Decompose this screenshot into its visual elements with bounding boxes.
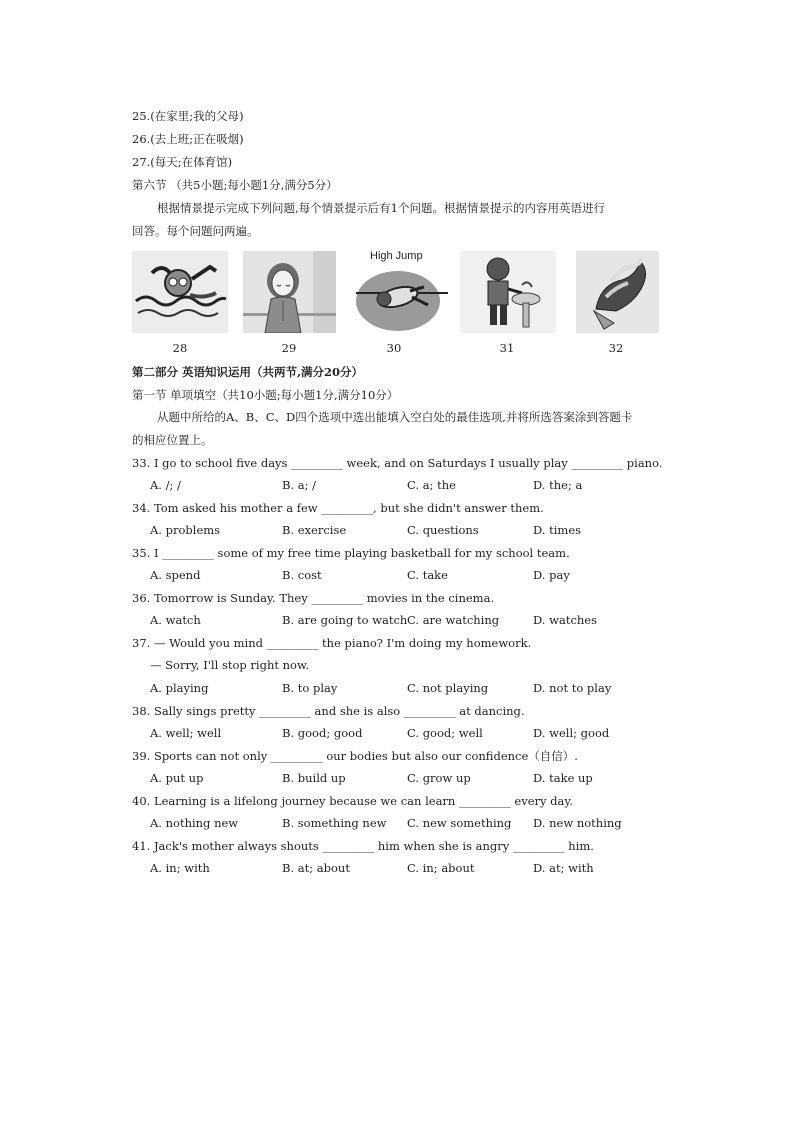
question-stem: 41. Jack's mother always shouts _________ him when she is angry _________ him.: [132, 839, 594, 853]
part2-title: 第二部分 英语知识运用（共两节,满分20分）: [132, 365, 364, 379]
option-a: A. problems: [150, 523, 221, 537]
option-c: C. new something: [407, 816, 512, 830]
option-b: B. cost: [282, 568, 322, 582]
picture-number-32: 32: [608, 341, 624, 355]
option-d: D. watches: [533, 613, 597, 627]
option-c: C. questions: [407, 523, 479, 537]
hint-25: 25.(在家里;我的父母): [132, 109, 244, 123]
option-b: B. a; /: [282, 478, 317, 492]
picture-number-31: 31: [499, 341, 515, 355]
option-a: A. playing: [150, 681, 209, 695]
option-b: B. to play: [282, 681, 338, 695]
question-stem: 40. Learning is a lifelong journey because we can learn _________ every day.: [132, 794, 573, 808]
hint-26: 26.(去上班;正在吸烟): [132, 132, 244, 146]
boy-washing-hands-icon: [460, 251, 556, 333]
question-reply: — Sorry, I'll stop right now.: [150, 658, 310, 672]
question-stem: 38. Sally sings pretty _________ and she is also _________ at dancing.: [132, 704, 525, 718]
picture-number-28: 28: [172, 341, 188, 355]
hint-27: 27.(每天;在体育馆): [132, 155, 233, 169]
option-c: C. a; the: [407, 478, 456, 492]
option-c: C. take: [407, 568, 448, 582]
picture-number-29: 29: [281, 341, 297, 355]
part2-instruction-1: 从题中所给的A、B、C、D四个选项中选出能填入空白处的最佳选项,并将所选答案涂到答题卡: [157, 410, 633, 424]
option-d: D. at; with: [533, 861, 594, 875]
option-d: D. not to play: [533, 681, 612, 695]
option-d: D. well; good: [533, 726, 610, 740]
option-a: A. put up: [150, 771, 204, 785]
option-a: A. nothing new: [150, 816, 239, 830]
option-d: D. new nothing: [533, 816, 622, 830]
option-a: A. in; with: [150, 861, 210, 875]
question-stem: 35. I _________ some of my free time playing basketball for my school team.: [132, 546, 570, 560]
section6-title: 第六节 （共5小题;每小题1分,满分5分）: [132, 178, 338, 192]
option-a: A. /; /: [150, 478, 181, 492]
question-stem: 37. — Would you mind _________ the piano? I'm doing my homework.: [132, 636, 532, 650]
section6-instruction-1: 根据情景提示完成下列问题,每个情景提示后有1个问题。根据情景提示的内容用英语进行: [157, 201, 605, 215]
option-c: C. good; well: [407, 726, 483, 740]
part2-section1-title: 第一节 单项填空（共10小题;每小题1分,满分10分）: [132, 388, 399, 402]
option-d: D. take up: [533, 771, 593, 785]
option-c: C. are watching: [407, 613, 500, 627]
question-stem: 34. Tom asked his mother a few _________, but she didn't answer them.: [132, 501, 544, 515]
section6-instruction-2: 回答。每个问题问两遍。: [132, 224, 259, 238]
option-c: C. in; about: [407, 861, 475, 875]
option-b: B. at; about: [282, 861, 350, 875]
question-stem: 33. I go to school five days _________ week, and on Saturdays I usually play _________ piano.: [132, 456, 663, 470]
option-d: D. times: [533, 523, 582, 537]
option-b: B. good; good: [282, 726, 363, 740]
option-a: A. spend: [150, 568, 201, 582]
sick-girl-icon: [243, 251, 336, 333]
option-a: A. well; well: [150, 726, 222, 740]
question-stem: 39. Sports can not only _________ our bodies but also our confidence（自信）.: [132, 749, 578, 763]
part2-instruction-2: 的相应位置上。: [132, 433, 213, 447]
option-b: B. something new: [282, 816, 387, 830]
option-d: D. pay: [533, 568, 570, 582]
ice-cream-icon: [576, 251, 659, 333]
swimmer-icon: [132, 251, 228, 333]
picture-number-30: 30: [386, 341, 402, 355]
option-b: B. build up: [282, 771, 346, 785]
option-c: C. grow up: [407, 771, 471, 785]
option-b: B. exercise: [282, 523, 347, 537]
high-jump-caption: High Jump: [370, 250, 423, 262]
option-c: C. not playing: [407, 681, 489, 695]
high-jump-icon: [354, 263, 450, 333]
option-d: D. the; a: [533, 478, 583, 492]
question-stem: 36. Tomorrow is Sunday. They _________ movies in the cinema.: [132, 591, 495, 605]
option-b: B. are going to watch: [282, 613, 408, 627]
option-a: A. watch: [150, 613, 201, 627]
